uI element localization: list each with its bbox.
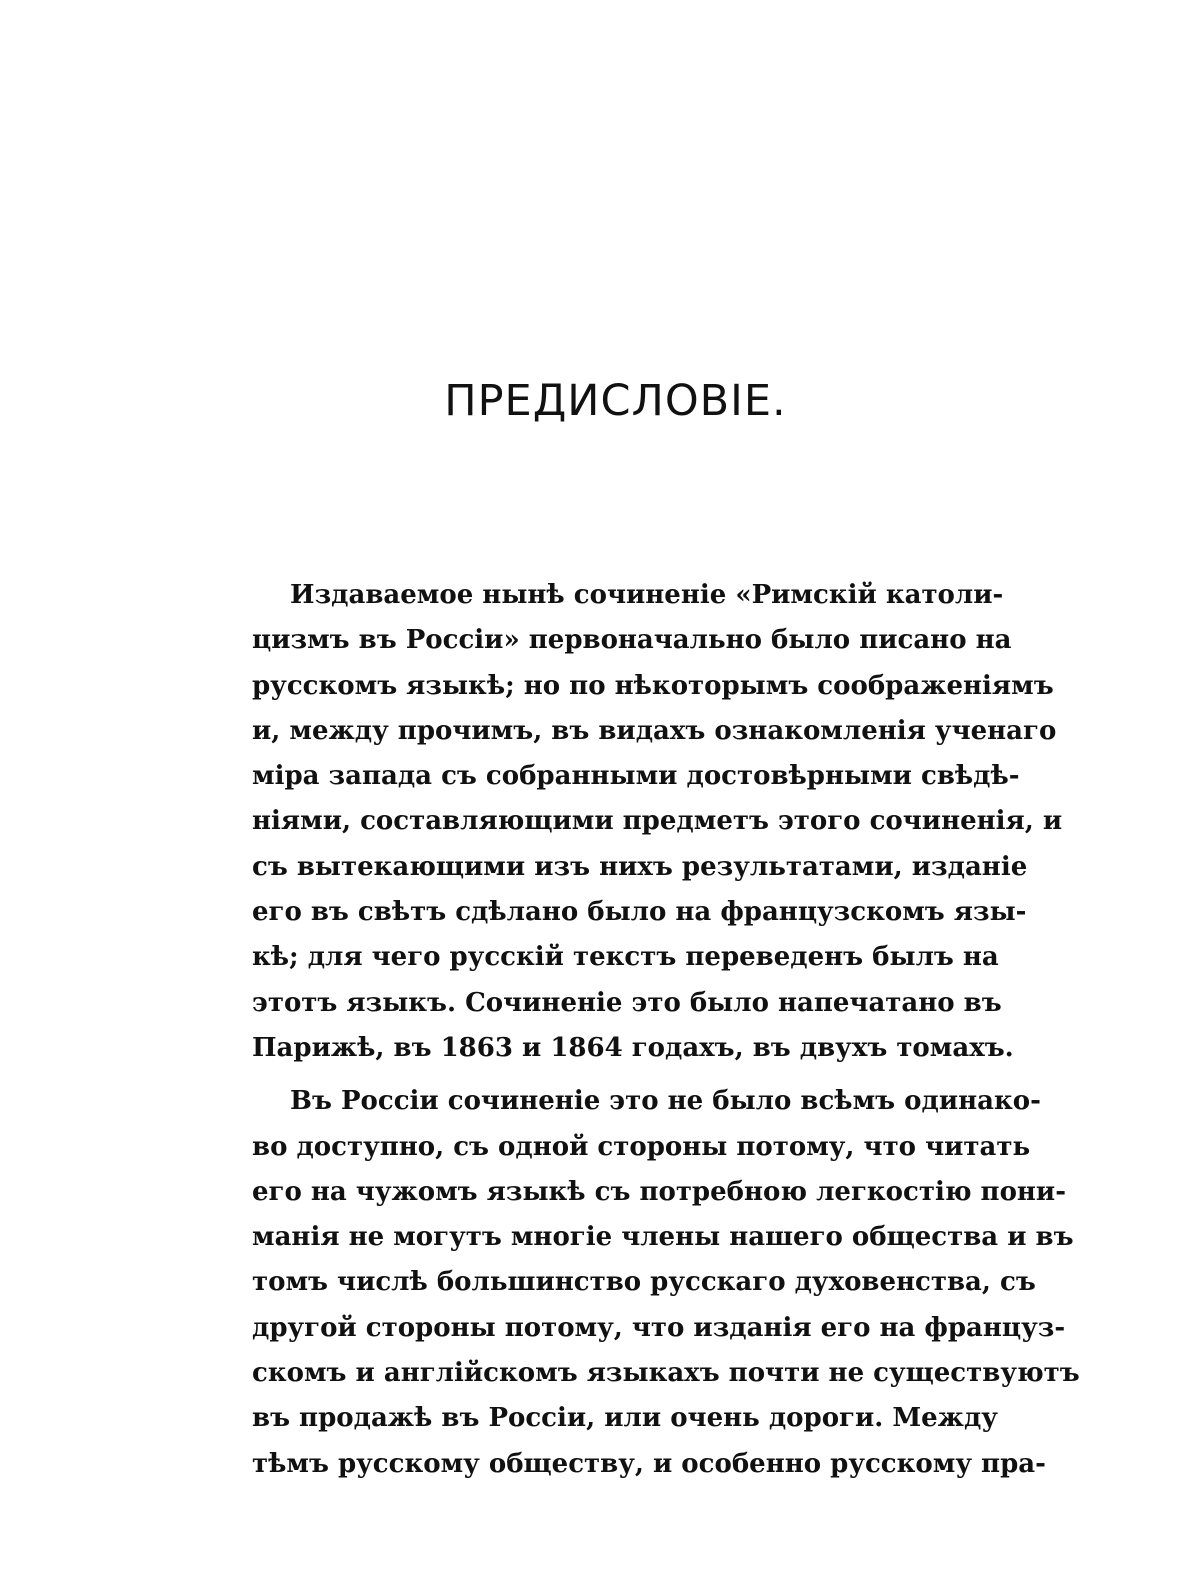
text-line: другой стороны потому, что изданія его на француз- — [252, 1312, 1066, 1343]
text-line: міра запада съ собранными достовѣрными свѣдѣ- — [252, 761, 1020, 792]
text-line: томъ числѣ большинство русскаго духовенства, съ — [252, 1267, 1036, 1298]
text-line: русскомъ языкѣ; но по нѣкоторымъ соображеніямъ — [252, 670, 1054, 701]
text-line: его въ свѣтъ сдѣлано было на французскомъ язы- — [252, 897, 1027, 928]
text-line: ніями, составляющими предметъ этого сочиненія, и — [252, 806, 1063, 837]
text-line: его на чужомъ языкѣ съ потребною легкостію пони- — [252, 1176, 1067, 1207]
text-line: съ вытекающими изъ нихъ результатами, изданіе — [252, 851, 1028, 882]
text-line: Парижѣ, въ 1863 и 1864 годахъ, въ двухъ томахъ. — [252, 1032, 1014, 1063]
text-line: тѣмъ русскому обществу, и особенно русскому пра- — [252, 1448, 1046, 1479]
text-line: манія не могутъ многіе члены нашего общества и въ — [252, 1222, 1074, 1253]
paragraph-2 — [252, 1079, 1080, 1487]
text-line: Издаваемое нынѣ сочиненіе «Римскій католи- — [290, 580, 1004, 610]
text-line: и, между прочимъ, въ видахъ ознакомленія ученаго — [252, 715, 1057, 746]
paragraph-1 — [252, 573, 1063, 1071]
body-text — [252, 573, 1080, 1487]
paragraph-gap — [252, 1071, 982, 1079]
text-line: скомъ и англійскомъ языкахъ почти не существуютъ — [252, 1358, 1080, 1389]
text-line: этотъ языкъ. Сочиненіе это было напечатано въ — [252, 987, 1002, 1018]
text-line: кѣ; для чего русскій текстъ переведенъ былъ на — [252, 942, 999, 973]
text-line: Въ Россіи сочиненіе это не было всѣмъ одинако- — [290, 1086, 1041, 1117]
text-line: цизмъ въ Россіи» первоначально было писано на — [252, 625, 1012, 656]
page-title: ПРЕДИСЛОВІЕ. — [444, 376, 787, 426]
text-line: во доступно, съ одной стороны потому, что читать — [252, 1131, 1031, 1162]
text-line: въ продажѣ въ Россіи, или очень дороги. Между — [252, 1403, 998, 1434]
